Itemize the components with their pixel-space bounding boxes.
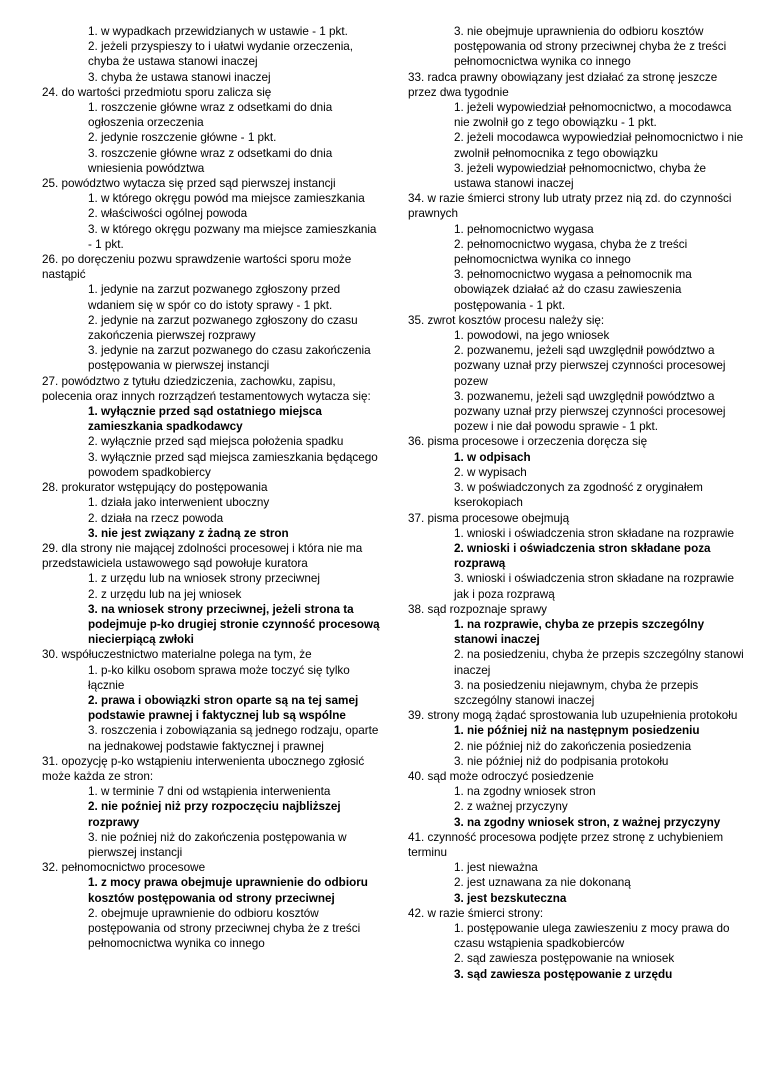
answer-line: 1. jeżeli wypowiedział pełnomocnictwo, a mocodawca nie zwolnił go z tego obowiązku - 1 pkt. [454, 101, 732, 130]
answer-line: 1. p-ko kilku osobom sprawa może toczyć się tylko łącznie [88, 663, 350, 692]
question-line: 26. po doręczeniu pozwu sprawdzenie wartości sporu może nastąpić [42, 253, 352, 282]
answer-line: 2. obejmuje uprawnienie do odbioru kosztów postępowania od strony przeciwnej chyba że z treści pełnomocnictwa wynika co innego [88, 906, 361, 951]
answer-line-correct: 3. sąd zawiesza postępowanie z urzędu [454, 967, 673, 981]
answer-line: 3. jedynie na zarzut pozwanego do czasu zakończenia postępowania w pierwszej instancji [88, 344, 371, 373]
answer-line: 2. działa na rzecz powoda [88, 511, 224, 525]
answer-line: 1. pełnomocnictwo wygasa [454, 222, 594, 236]
answer-line: 2. właściwości ogólnej powoda [88, 207, 248, 221]
question-line: 27. powództwo z tytułu dziedziczenia, zachowku, zapisu, polecenia oraz innych rozrządzeń testamentowych wytacza się: [42, 374, 371, 403]
answer-line: 2. jest uznawana za nie dokonaną [454, 876, 631, 890]
question-line: 24. do wartości przedmiotu sporu zalicza się [42, 85, 272, 99]
answer-line: 1. w terminie 7 dni od wstąpienia interwenienta [88, 785, 331, 799]
answer-line: 3. wnioski i oświadczenia stron składane na rozprawie jak i poza rozprawą [454, 572, 734, 601]
answer-line: 3. w którego okręgu pozwany ma miejsce zamieszkania - 1 pkt. [88, 222, 377, 251]
question-line: 33. radca prawny obowiązany jest działać za stronę jeszcze przez dwa tygodnie [408, 70, 718, 99]
answer-line-correct: 2. wnioski i oświadczenia stron składane poza rozprawą [454, 541, 711, 571]
answer-line: 3. roszczenia i zobowiązania są jednego rodzaju, oparte na jednakowej podstawie faktycznej i prawnej [88, 724, 379, 753]
answer-line: 1. w którego okręgu powód ma miejsce zamieszkania [88, 192, 365, 206]
answer-line-correct: 2. prawa i obowiązki stron oparte są na tej samej podstawie prawnej i faktycznej lub są wspólne [88, 693, 359, 723]
question-line: 36. pisma procesowe i orzeczenia doręcza się [408, 435, 648, 449]
question-line: 31. opozycję p-ko wstąpieniu interwenienta ubocznego zgłosić może każda ze stron: [42, 754, 365, 783]
answer-line: 2. jedynie roszczenie główne - 1 pkt. [88, 131, 277, 145]
answer-line: 3. nie później niż do podpisania protokołu [454, 754, 669, 768]
answer-line: 2. na posiedzeniu, chyba że przepis szczególny stanowi inaczej [454, 648, 744, 677]
answer-line: 2. jeżeli przyspieszy to i ułatwi wydanie orzeczenia, chyba że ustawa stanowi inaczej [88, 40, 354, 69]
answer-line-correct: 3. na zgodny wniosek stron, z ważnej przyczyny [454, 815, 721, 829]
answer-line: 1. roszczenie główne wraz z odsetkami do dnia ogłoszenia orzeczenia [88, 101, 333, 130]
answer-line: 1. działa jako interwenient uboczny [88, 496, 270, 510]
answer-line: 1. z urzędu lub na wniosek strony przeciwnej [88, 572, 320, 586]
answer-line: 3. chyba że ustawa stanowi inaczej [88, 70, 271, 84]
answer-line: 3. roszczenie główne wraz z odsetkami do dnia wniesienia powództwa [88, 146, 333, 175]
answer-line: 2. wyłącznie przed sąd miejsca położenia spadku [88, 435, 344, 449]
answer-line: 2. z urzędu lub na jej wniosek [88, 587, 242, 601]
answer-line: 1. w wypadkach przewidzianych w ustawie - 1 pkt. [88, 25, 348, 38]
answer-line: 3. nie obejmuje uprawnienia do odbioru kosztów postępowania od strony przeciwnej chyba że z treści pełnomocnictwa wynika co innego [454, 25, 727, 69]
answer-line-correct: 2. nie poźniej niż przy rozpoczęciu najbliższej rozprawy [88, 800, 341, 829]
answer-line: 2. jeżeli mocodawca wypowiedział pełnomocnictwo i nie zwolnił pełnomocnika z tego obowiązku [454, 131, 744, 160]
answer-line-correct: 1. z mocy prawa obejmuje uprawnienie do odbioru kosztów postępowania od strony przeciwnej [88, 876, 368, 905]
answer-line: 3. jeżeli wypowiedział pełnomocnictwo, chyba że ustawa stanowi inaczej [454, 161, 707, 191]
question-line: 34. w razie śmierci strony lub utraty przez nią zd. do czynności prawnych [408, 192, 732, 221]
question-line: 37. pisma procesowe obejmują [408, 511, 570, 525]
answer-line: 1. powodowi, na jego wniosek [454, 329, 610, 343]
answer-line: 2. z ważnej przyczyny [454, 800, 568, 814]
question-line: 40. sąd może odroczyć posiedzenie [408, 769, 594, 783]
answer-line: 3. pełnomocnictwo wygasa a pełnomocnik ma obowiązek działać aż do czasu zawieszenia postępowania - 1 pkt. [454, 268, 692, 312]
answer-line-correct: 3. jest bezskuteczna [454, 891, 567, 905]
question-line: 30. współuczestnictwo materialne polega na tym, że [42, 648, 312, 662]
answer-line: 3. na posiedzeniu niejawnym, chyba że przepis szczególny stanowi inaczej [454, 678, 699, 707]
question-line: 28. prokurator wstępujący do postępowania [42, 481, 268, 495]
question-line: 41. czynność procesowa podjęte przez stronę z uchybieniem terminu [408, 830, 724, 859]
answer-line-correct: 3. nie jest związany z żadną ze stron [88, 526, 289, 540]
answer-line: 3. w poświadczonych za zgodność z oryginałem kserokopiach [454, 481, 703, 510]
answer-line: 1. postępowanie ulega zawieszeniu z mocy prawa do czasu wstąpienia spadkobierców [454, 921, 730, 951]
question-line: 29. dla strony nie mającej zdolności procesowej i która nie ma przedstawiciela ustawowego sąd powołuje kuratora [42, 541, 363, 571]
answer-line: 1. jedynie na zarzut pozwanego zgłoszony przed wdaniem się w spór co do istoty sprawy - 1 pkt. [88, 283, 341, 312]
answer-line-correct: 1. wyłącznie przed sąd ostatniego miejsca zamieszkania spadkodawcy [88, 405, 322, 434]
left-column [42, 24, 380, 951]
answer-line-correct: 1. nie później niż na następnym posiedzeniu [454, 724, 700, 738]
question-line: 38. sąd rozpoznaje sprawy [408, 602, 548, 616]
answer-line: 3. wyłącznie przed sąd miejsca zamieszkania będącego powodem spadkobiercy [88, 450, 378, 479]
question-line: 32. pełnomocnictwo procesowe [42, 861, 206, 875]
answer-line-correct: 3. na wniosek strony przeciwnej, jeżeli strona ta podejmuje p-ko drugiej stronie czynność procesową niecierpiącą zwłoki [88, 602, 380, 647]
answer-line: 3. nie poźniej niż do zakończenia postępowania w pierwszej instancji [88, 830, 347, 859]
question-line: 42. w razie śmierci strony: [408, 906, 544, 920]
question-line: 39. strony mogą żądać sprostowania lub uzupełnienia protokołu [408, 709, 738, 723]
answer-line: 1. jest nieważna [454, 861, 538, 875]
answer-line-correct: 1. na rozprawie, chyba ze przepis szczególny stanowi inaczej [454, 617, 705, 647]
answer-line: 1. wnioski i oświadczenia stron składane na rozprawie [454, 526, 734, 540]
answer-line: 3. pozwanemu, jeżeli sąd uwzględnił powództwo a pozwany uznał przy pierwszej czynności procesowej pozew i nie dał powodu sprawie - 1 pkt. [454, 389, 726, 434]
answer-line: 2. nie później niż do zakończenia posiedzenia [454, 739, 692, 753]
answer-line: 2. pozwanemu, jeżeli sąd uwzględnił powództwo a pozwany uznał przy pierwszej czynności procesowej pozew [454, 344, 726, 388]
answer-line: 2. jedynie na zarzut pozwanego zgłoszony do czasu zakończenia pierwszej rozprawy [88, 313, 358, 343]
answer-line: 1. na zgodny wniosek stron [454, 785, 596, 799]
question-line: 35. zwrot kosztów procesu należy się: [408, 313, 605, 327]
question-line: 25. powództwo wytacza się przed sąd pierwszej instancji [42, 177, 336, 191]
answer-line-correct: 1. w odpisach [454, 450, 531, 464]
answer-line: 2. pełnomocnictwo wygasa, chyba że z treści pełnomocnictwa wynika co innego [454, 237, 688, 267]
answer-line: 2. w wypisach [454, 465, 527, 479]
right-column [408, 24, 746, 982]
answer-line: 2. sąd zawiesza postępowanie na wniosek [454, 952, 675, 966]
